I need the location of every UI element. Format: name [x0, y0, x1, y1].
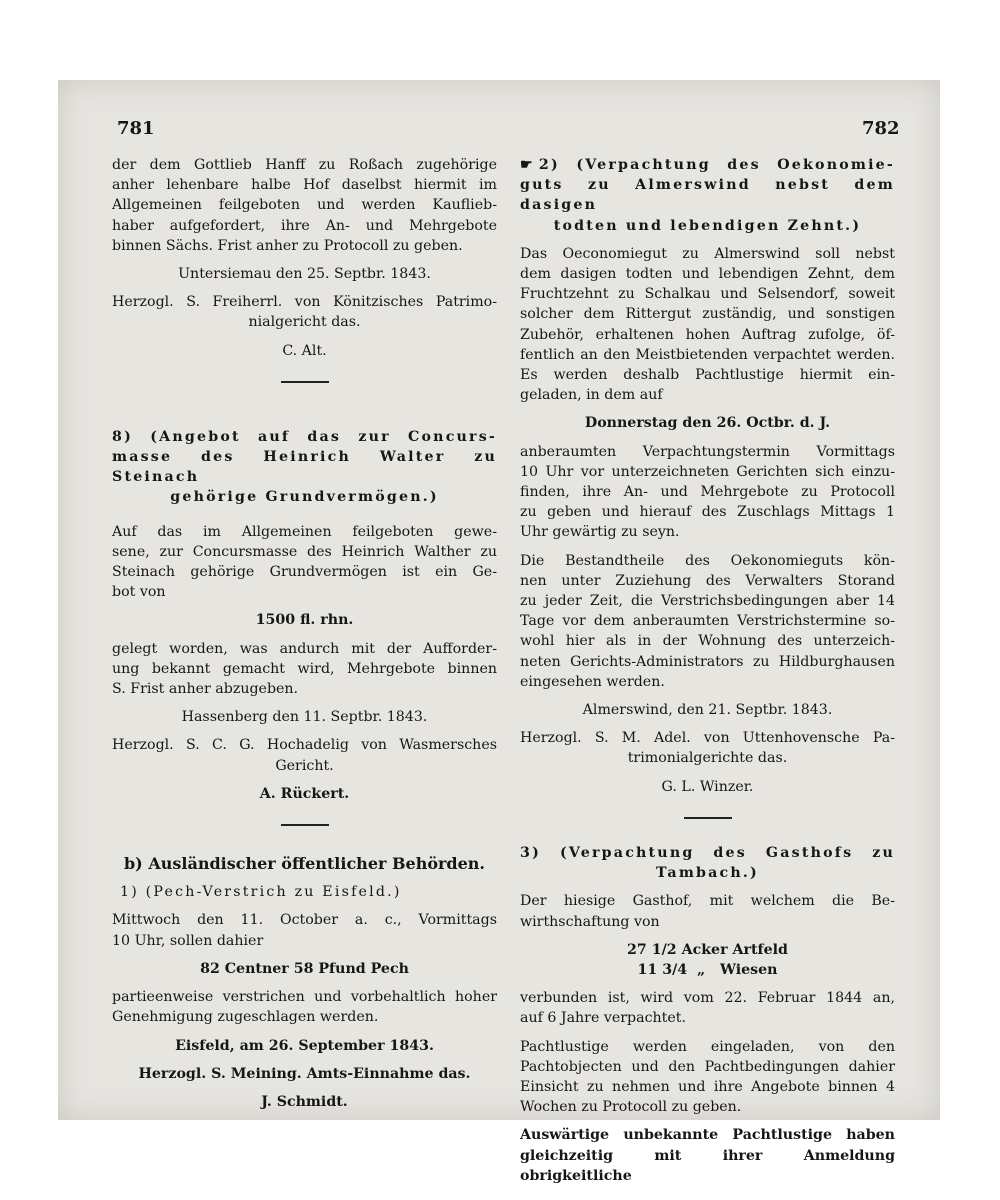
authority-line: nialgericht das. — [248, 314, 361, 331]
divider — [281, 381, 329, 383]
lease-item: 11 3/4 „ Wiesen — [637, 961, 778, 978]
section-title: guts zu Almerswind nebst dem dasigen — [520, 177, 895, 214]
body-line: Tage vor dem anberaumten Verstrichstermine so- — [520, 613, 895, 630]
body-line: wirthschaftung von — [520, 913, 660, 930]
body-line: Einsicht zu nehmen und ihre Angebote binnen 4 — [520, 1078, 895, 1095]
amount: 1500 fl. rhn. — [255, 612, 354, 629]
section-title: 3) (Verpachtung des Gasthofs zu — [520, 844, 895, 861]
body-line: Auf das im Allgemeinen feilgeboten gewe- — [112, 523, 497, 540]
body-line: Auswärtige unbekannte Pachtlustige haben — [520, 1127, 895, 1144]
body-line: Die Bestandtheile des Oekonomieguts kön- — [520, 552, 895, 569]
authority-line: Herzogl. S. M. Adel. von Uttenhovensche Pa- — [520, 730, 895, 747]
authority-line: Herzogl. S. Freiherrl. von Könitzisches Patrimo- — [112, 294, 497, 311]
section-title: 1) (Pech-Verstrich zu Eisfeld.) — [120, 884, 402, 901]
authority-line: trimonialgerichte das. — [627, 750, 788, 767]
body-line: Mittwoch den 11. October a. c., Vormittags — [112, 912, 497, 929]
body-line: solcher dem Rittergut zuständig, und sonstigen — [520, 306, 895, 323]
page-number-left: 781 — [117, 118, 155, 139]
intro-line: der dem Gottlieb Hanff zu Roßach zugehörige — [112, 157, 497, 173]
pointing-hand-icon: ☛ — [520, 157, 535, 173]
body-line: 10 Uhr, sollen dahier — [112, 932, 264, 949]
section-title: masse des Heinrich Walter zu Steinach — [112, 449, 497, 486]
body-line: Uhr gewärtig zu seyn. — [520, 524, 680, 541]
signature: C. Alt. — [282, 342, 327, 359]
section-title: 8) (Angebot auf das zur Concurs- — [112, 428, 497, 445]
body-line: sene, zur Concursmasse des Heinrich Walther zu — [112, 543, 497, 560]
body-line: wohl hier als in der Wohnung des unterzeich- — [520, 633, 895, 650]
section-title: gehörige Grundvermögen.) — [170, 489, 439, 506]
intro-line: anher lehenbare halbe Hof daselbst hiermit im — [112, 177, 497, 194]
lease-item: 27 1/2 Acker Artfeld — [627, 941, 788, 958]
page-number-right: 782 — [862, 118, 900, 139]
term-date: Donnerstag den 26. Octbr. d. J. — [584, 415, 831, 432]
body-line: finden, ihre An- und Mehrgebote zu Protocoll — [520, 484, 895, 501]
body-line: nen unter Zuziehung des Verwalters Storand — [520, 572, 895, 589]
body-line: Fruchtzehnt zu Schalkau und Selsendorf, soweit — [520, 286, 895, 303]
signature: G. L. Winzer. — [661, 778, 754, 795]
signature: A. Rückert. — [259, 785, 350, 802]
body-line: 10 Uhr vor unterzeichneten Gerichten sich einzu- — [520, 463, 895, 480]
body-line: Steinach gehörige Grundvermögen ist ein Ge- — [112, 564, 497, 581]
place-date: Almerswind, den 21. Septbr. 1843. — [582, 702, 833, 719]
signature: J. Schmidt. — [261, 1093, 348, 1110]
intro-line: haber aufgefordert, ihre An- und Mehrgebote — [112, 217, 497, 234]
section-heading: b) Ausländischer öffentlicher Behörden. — [123, 854, 485, 874]
body-line: zu jeder Zeit, die Verstrichsbedingungen aber 14 — [520, 593, 895, 610]
right-column — [520, 155, 895, 1186]
place-date: Eisfeld, am 26. September 1843. — [175, 1037, 434, 1054]
left-column — [112, 155, 497, 1112]
authority-line: Herzogl. S. Meining. Amts-Einnahme das. — [138, 1065, 471, 1082]
place-date: Hassenberg den 11. Septbr. 1843. — [181, 709, 428, 726]
body-line: S. Frist anher abzugeben. — [112, 681, 299, 698]
body-line: bot von — [112, 584, 166, 601]
body-line: fentlich an den Meistbietenden verpachtet werden. — [520, 346, 895, 363]
section-title: todten und lebendigen Zehnt.) — [553, 217, 862, 234]
body-line: gleichzeitig mit ihrer Anmeldung obrigkeitliche — [520, 1147, 895, 1184]
body-line: geladen, in dem auf — [520, 387, 663, 404]
body-line: Zubehör, erhaltenen hohen Auftrag zufolge, öf- — [520, 326, 895, 343]
body-line: gelegt worden, was andurch mit der Aufforder- — [112, 640, 497, 657]
body-line: zu geben und hierauf des Zuschlags Mittags 1 — [520, 504, 895, 521]
body-line: Pachtlustige werden eingeladen, von den — [520, 1038, 895, 1055]
divider — [281, 824, 329, 826]
divider — [684, 817, 732, 819]
body-line: Wochen zu Protocoll zu geben. — [520, 1099, 742, 1116]
authority-line: Gericht. — [275, 757, 334, 774]
quantity: 82 Centner 58 Pfund Pech — [200, 960, 409, 977]
authority-line: Herzogl. S. C. G. Hochadelig von Wasmersches — [112, 737, 497, 754]
body-line: Der hiesige Gasthof, mit welchem die Be- — [520, 893, 895, 910]
body-line: Das Oeconomiegut zu Almerswind soll nebst — [520, 245, 895, 262]
place-date: Untersiemau den 25. Septbr. 1843. — [178, 266, 431, 283]
intro-line: Allgemeinen feilgeboten und werden Kauflieb- — [112, 197, 497, 214]
intro-line: binnen Sächs. Frist anher zu Protocoll zu geben. — [112, 237, 463, 254]
body-line: Genehmigung zugeschlagen werden. — [112, 1009, 379, 1026]
body-line: Pachtobjecten und den Pachtbedingungen dahier — [520, 1058, 895, 1075]
body-line: verbunden ist, wird vom 22. Februar 1844 an, — [520, 990, 895, 1007]
body-line: dem dasigen todten und lebendigen Zehnt, dem — [520, 266, 895, 283]
body-line: Es werden deshalb Pachtlustige hiermit ein- — [520, 367, 895, 384]
section-title: Tambach.) — [656, 865, 759, 882]
section-title: ☛ 2) (Verpachtung des Oekonomie- — [520, 157, 895, 173]
body-line: ung bekannt gemacht wird, Mehrgebote binnen — [112, 660, 497, 677]
body-line: auf 6 Jahre verpachtet. — [520, 1010, 686, 1027]
body-line: neten Gerichts-Administrators zu Hildburghausen — [520, 653, 895, 670]
body-line: eingesehen werden. — [520, 673, 665, 690]
body-line: partieenweise verstrichen und vorbehaltlich hoher — [112, 989, 497, 1006]
body-line: anberaumten Verpachtungstermin Vormittags — [520, 443, 895, 460]
